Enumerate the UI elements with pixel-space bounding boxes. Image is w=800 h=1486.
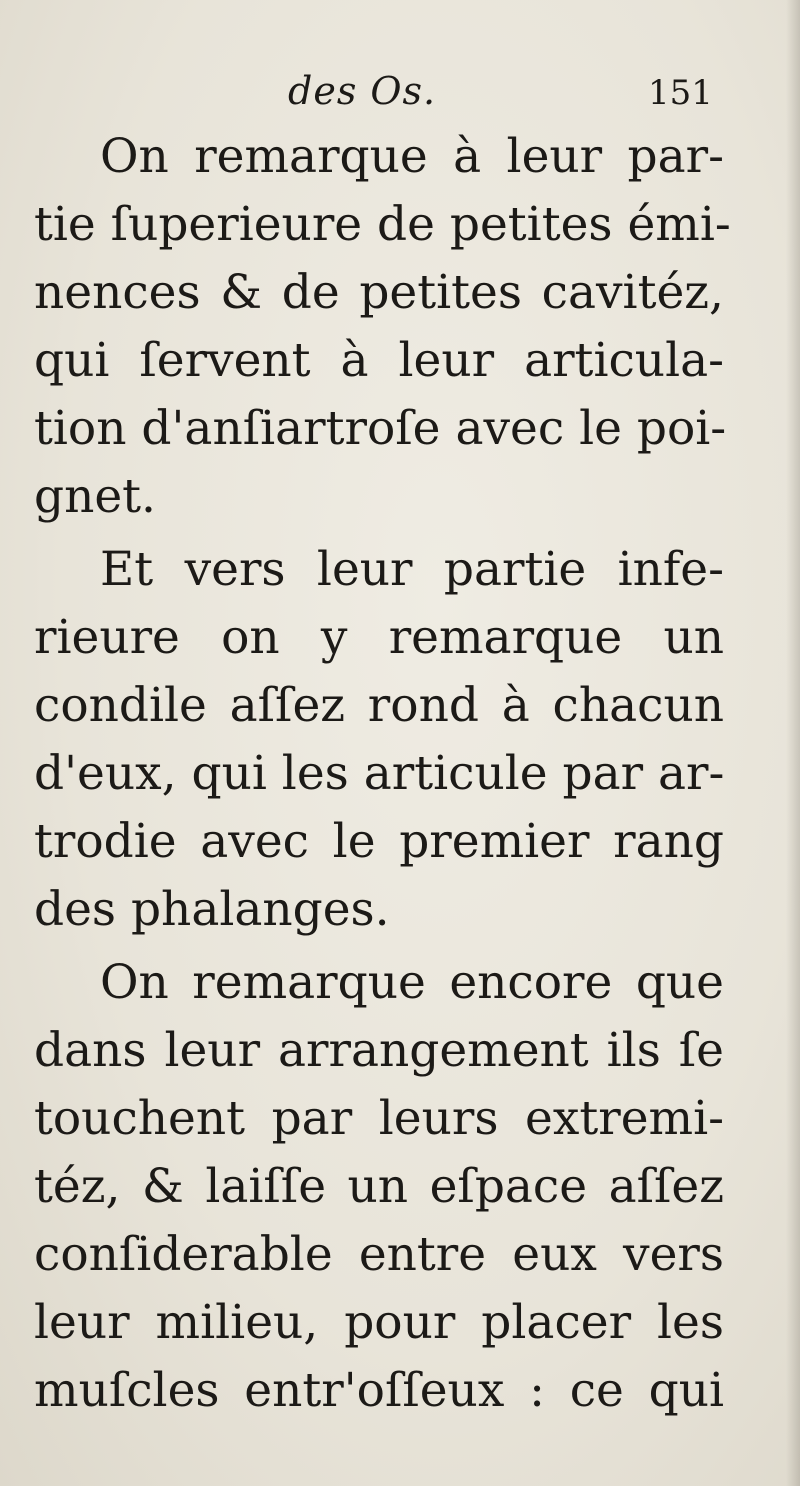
text-line: qui ſervent à leur articula-	[34, 333, 724, 388]
paragraph	[34, 536, 724, 944]
paragraph	[34, 123, 731, 531]
body-text	[34, 123, 731, 1425]
text-line: trodie avec le premier rang	[34, 814, 724, 869]
text-line: touchent par leurs extremi-	[34, 1091, 724, 1146]
text-line: gnet.	[34, 469, 156, 524]
text-line: des phalanges.	[34, 882, 390, 937]
paragraph	[34, 949, 724, 1425]
text-line: d'eux, qui les articule par ar-	[34, 746, 725, 801]
text-line: rieure on y remarque un	[34, 610, 724, 665]
text-line: tion d'anſiartroſe avec le poi-	[34, 401, 727, 456]
text-line: Et vers leur partie infe-	[100, 542, 724, 597]
page-number: 151	[648, 73, 713, 113]
running-head-title: des Os.	[288, 69, 437, 113]
running-head	[0, 66, 800, 116]
text-line: On remarque à leur par-	[100, 129, 724, 184]
text-line: muſcles entr'oſſeux : ce qui	[34, 1363, 724, 1418]
text-line: nences & de petites cavitéz,	[34, 265, 724, 320]
text-line: On remarque encore que	[100, 955, 724, 1010]
text-line: dans leur arrangement ils ſe	[34, 1023, 724, 1078]
page-edge-shadow	[786, 0, 800, 1486]
text-line: leur milieu, pour placer les	[34, 1295, 724, 1350]
text-line: condile aſſez rond à chacun	[34, 678, 724, 733]
text-line: téz, & laiſſe un eſpace aſſez	[34, 1159, 724, 1214]
text-line: conſiderable entre eux vers	[34, 1227, 724, 1282]
text-line: tie ſuperieure de petites émi-	[34, 197, 731, 252]
